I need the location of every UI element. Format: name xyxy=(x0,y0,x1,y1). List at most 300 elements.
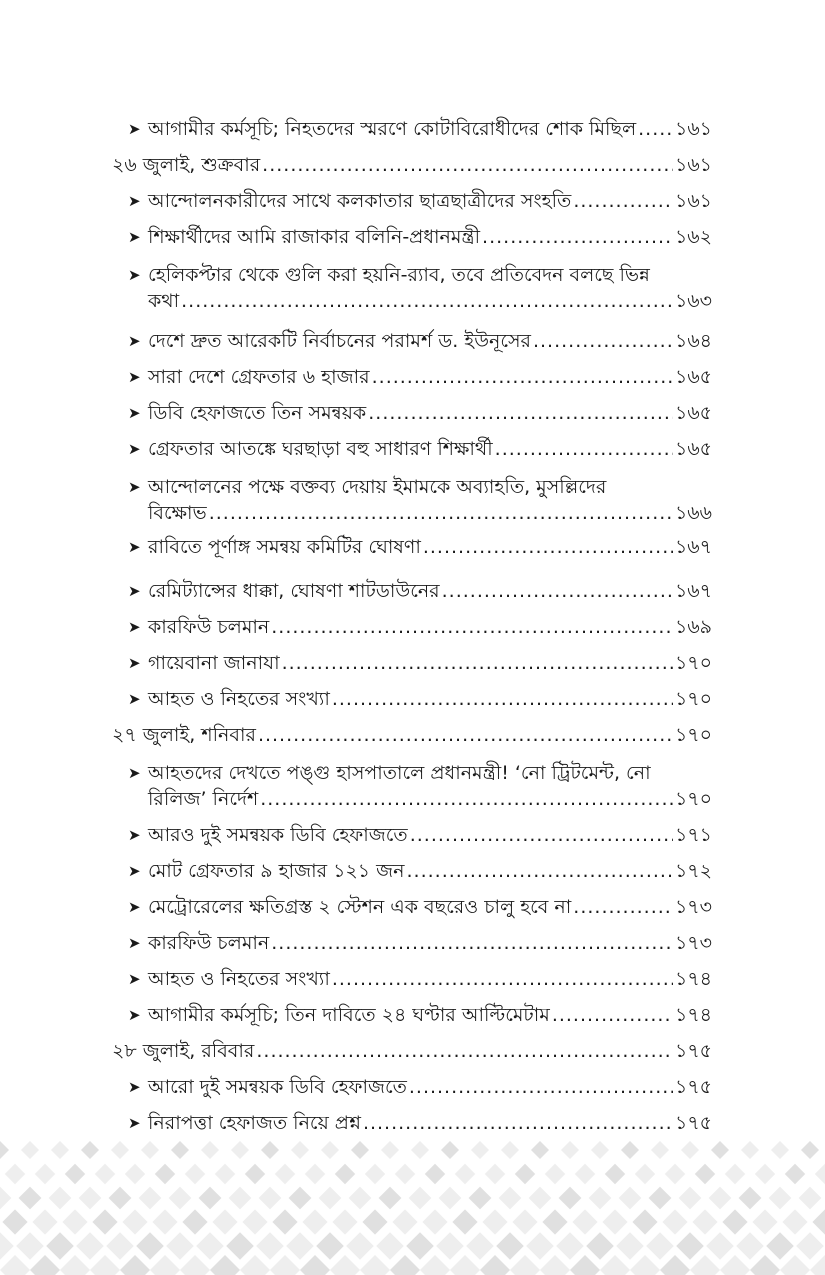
pattern-diamond xyxy=(649,1187,672,1210)
pattern-diamond xyxy=(210,1255,240,1275)
toc-page-number: ১৬২ xyxy=(674,226,712,248)
toc-entry-title: আগামীর কর্মসূচি; নিহতদের স্মরণে কোটাবিরোধীদের শোক মিছিল xyxy=(148,118,637,140)
pattern-diamond xyxy=(769,1187,792,1210)
toc-entry-title: মোট গ্রেফতার ৯ হাজার ১২১ জন xyxy=(148,860,405,882)
pattern-diamond xyxy=(662,1209,687,1234)
pattern-diamond xyxy=(390,1255,420,1275)
pattern-diamond xyxy=(515,1164,535,1184)
pattern-diamond xyxy=(305,1164,325,1184)
pattern-diamond xyxy=(0,1187,11,1210)
pattern-diamond xyxy=(2,1209,27,1234)
pattern-diamond xyxy=(812,1209,825,1234)
pattern-diamond xyxy=(605,1164,625,1184)
pattern-diamond xyxy=(720,1255,750,1275)
toc-entry[interactable] xyxy=(128,400,712,426)
pattern-diamond xyxy=(512,1209,537,1234)
dot-leader xyxy=(638,116,673,142)
toc-page-number: ১৬৪ xyxy=(674,330,712,352)
pattern-diamond xyxy=(441,1141,459,1159)
toc-page-number: ১৬৩ xyxy=(674,290,712,312)
pattern-diamond xyxy=(780,1255,810,1275)
toc-entry[interactable] xyxy=(128,966,712,992)
toc-page-number: ১৬৭ xyxy=(674,536,712,558)
pattern-diamond xyxy=(646,1232,674,1260)
pattern-diamond xyxy=(360,1255,390,1275)
pattern-diamond xyxy=(406,1232,434,1260)
pattern-diamond xyxy=(591,1141,609,1159)
pattern-diamond xyxy=(21,1141,39,1159)
pattern-diamond xyxy=(619,1187,642,1210)
arrow-bullet-icon: ➤ xyxy=(128,862,141,880)
toc-page-number: ১৬৫ xyxy=(674,438,712,460)
dot-leader xyxy=(332,686,673,712)
toc-day-heading[interactable] xyxy=(112,1038,712,1064)
pattern-diamond xyxy=(302,1209,327,1234)
toc-entry-title: সারা দেশে গ্রেফতার ৬ হাজার xyxy=(148,366,370,388)
arrow-bullet-icon: ➤ xyxy=(128,266,141,284)
pattern-diamond xyxy=(381,1141,399,1159)
pattern-diamond xyxy=(496,1232,524,1260)
toc-entry-title: আন্দোলনের পক্ষে বক্তব্য দেয়ায় ইমামকে অব্যাহতি, মুসল্লিদের xyxy=(148,476,607,498)
pattern-diamond xyxy=(810,1255,825,1275)
pattern-diamond xyxy=(725,1164,745,1184)
pattern-diamond xyxy=(621,1141,639,1159)
toc-page-number: ১৭৪ xyxy=(674,1004,712,1026)
pattern-diamond xyxy=(319,1187,342,1210)
toc-entry[interactable] xyxy=(128,534,712,560)
arrow-bullet-icon: ➤ xyxy=(128,1114,141,1132)
pattern-diamond xyxy=(540,1255,570,1275)
toc-day-heading[interactable] xyxy=(112,722,712,748)
pattern-diamond xyxy=(286,1232,314,1260)
pattern-diamond xyxy=(111,1141,129,1159)
toc-entry[interactable] xyxy=(128,858,712,884)
pattern-diamond xyxy=(351,1141,369,1159)
pattern-diamond xyxy=(602,1209,627,1234)
toc-page-number: ১৭৫ xyxy=(674,1076,712,1098)
toc-entry-title: আহতদের দেখতে পঙ্গু হাসপাতালে প্রধানমন্ত্রী! ‘নো ট্রিটমেন্ট, নো xyxy=(148,762,651,784)
pattern-diamond xyxy=(261,1141,279,1159)
pattern-diamond xyxy=(76,1232,104,1260)
pattern-diamond xyxy=(395,1164,415,1184)
pattern-diamond xyxy=(196,1232,224,1260)
dot-leader xyxy=(181,288,673,314)
pattern-diamond xyxy=(501,1141,519,1159)
pattern-diamond xyxy=(242,1209,267,1234)
pattern-diamond xyxy=(600,1255,630,1275)
pattern-diamond xyxy=(529,1187,552,1210)
pattern-diamond xyxy=(90,1255,120,1275)
pattern-diamond xyxy=(480,1255,510,1275)
toc-page-number: ১৬৫ xyxy=(674,366,712,388)
pattern-diamond xyxy=(752,1209,777,1234)
toc-entry[interactable] xyxy=(128,474,712,526)
pattern-diamond xyxy=(79,1187,102,1210)
pattern-diamond xyxy=(136,1232,164,1260)
toc-page-number: ১৬৫ xyxy=(674,402,712,424)
toc-entry-title: আরও দুই সমন্বয়ক ডিবি হেফাজতে xyxy=(148,824,408,846)
toc-entry-title: ২৬ জুলাই, শুক্রবার xyxy=(112,154,261,176)
arrow-bullet-icon: ➤ xyxy=(128,898,141,916)
pattern-diamond xyxy=(422,1209,447,1234)
pattern-diamond xyxy=(19,1187,42,1210)
toc-entry-line xyxy=(128,500,712,526)
arrow-bullet-icon: ➤ xyxy=(128,478,141,496)
arrow-bullet-icon: ➤ xyxy=(128,582,141,600)
toc-page-number: ১৭০ xyxy=(674,688,712,710)
toc-day-heading[interactable] xyxy=(112,152,712,178)
toc-entry[interactable] xyxy=(128,328,712,354)
toc-entry-title-continued: রিলিজ’ নির্দেশ xyxy=(148,788,259,810)
toc-entry-title: রাবিতে পূর্ণাঙ্গ সমন্বয় কমিটির ঘোষণা xyxy=(148,536,421,558)
pattern-diamond xyxy=(245,1164,265,1184)
pattern-diamond xyxy=(32,1209,57,1234)
toc-page-number: ১৭১ xyxy=(674,824,712,846)
pattern-diamond xyxy=(95,1164,115,1184)
pattern-diamond xyxy=(46,1232,74,1260)
pattern-diamond xyxy=(171,1141,189,1159)
pattern-diamond xyxy=(106,1232,134,1260)
pattern-diamond xyxy=(589,1187,612,1210)
pattern-diamond xyxy=(750,1255,780,1275)
pattern-diamond xyxy=(81,1141,99,1159)
pattern-diamond xyxy=(676,1232,704,1260)
toc-page-number: ১৬৬ xyxy=(674,502,712,524)
pattern-diamond xyxy=(321,1141,339,1159)
arrow-bullet-icon: ➤ xyxy=(128,404,141,422)
pattern-diamond xyxy=(335,1164,355,1184)
pattern-diamond xyxy=(709,1187,732,1210)
toc-page-number: ১৭৫ xyxy=(674,1112,712,1134)
arrow-bullet-icon: ➤ xyxy=(128,654,141,672)
toc-entry-title: গায়েবানা জানাযা xyxy=(148,652,280,674)
dot-leader xyxy=(368,400,673,426)
pattern-diamond xyxy=(706,1232,734,1260)
pattern-diamond xyxy=(632,1209,657,1234)
pattern-diamond xyxy=(62,1209,87,1234)
pattern-diamond xyxy=(185,1164,205,1184)
pattern-diamond xyxy=(212,1209,237,1234)
pattern-diamond xyxy=(109,1187,132,1210)
pattern-diamond xyxy=(365,1164,385,1184)
toc-page-number: ১৭০ xyxy=(674,724,712,746)
pattern-diamond xyxy=(469,1187,492,1210)
pattern-diamond xyxy=(182,1209,207,1234)
dot-leader xyxy=(262,152,673,178)
arrow-bullet-icon: ➤ xyxy=(128,764,141,782)
pattern-diamond xyxy=(785,1164,805,1184)
pattern-diamond xyxy=(330,1255,360,1275)
dot-leader xyxy=(271,930,673,956)
pattern-diamond xyxy=(259,1187,282,1210)
pattern-diamond xyxy=(49,1187,72,1210)
toc-entry[interactable] xyxy=(128,930,712,956)
dot-leader xyxy=(372,364,673,390)
pattern-diamond xyxy=(545,1164,565,1184)
toc-entry[interactable] xyxy=(128,686,712,712)
pattern-diamond xyxy=(782,1209,807,1234)
pattern-diamond xyxy=(0,1232,14,1260)
pattern-diamond xyxy=(51,1141,69,1159)
dot-leader xyxy=(423,534,673,560)
arrow-bullet-icon: ➤ xyxy=(128,538,141,556)
dot-leader xyxy=(282,650,673,676)
pattern-diamond xyxy=(346,1232,374,1260)
pattern-diamond xyxy=(660,1255,690,1275)
pattern-diamond xyxy=(616,1232,644,1260)
toc-page-number: ১৭০ xyxy=(674,788,712,810)
dot-leader xyxy=(258,722,673,748)
toc-entry-title-continued: কথা xyxy=(148,290,180,312)
toc-entry-title: আগামীর কর্মসূচি; তিন দাবিতে ২৪ ঘণ্টার আল্টিমেটাম xyxy=(148,1004,550,1026)
pattern-diamond xyxy=(690,1255,720,1275)
pattern-diamond xyxy=(120,1255,150,1275)
pattern-diamond xyxy=(722,1209,747,1234)
pattern-diamond xyxy=(635,1164,655,1184)
pattern-diamond xyxy=(570,1255,600,1275)
toc-entry[interactable] xyxy=(128,116,712,142)
pattern-diamond xyxy=(392,1209,417,1234)
dot-leader xyxy=(256,1038,673,1064)
toc-page-number: ১৬৯ xyxy=(674,616,712,638)
toc-entry-title: আহত ও নিহতের সংখ্যা xyxy=(148,688,330,710)
pattern-diamond xyxy=(796,1232,824,1260)
toc-page-number: ১৭৩ xyxy=(674,896,712,918)
dot-leader xyxy=(410,822,673,848)
toc-entry-title: কারফিউ চলমান xyxy=(148,932,270,954)
pattern-diamond xyxy=(275,1164,295,1184)
toc-entry-title: আন্দোলনকারীদের সাথে কলকাতার ছাত্রছাত্রীদের সংহতি xyxy=(148,190,572,212)
toc-entry-line xyxy=(128,760,712,786)
pattern-diamond xyxy=(30,1255,60,1275)
toc-entry[interactable] xyxy=(128,822,712,848)
toc-entry-title: আহত ও নিহতের সংখ্যা xyxy=(148,968,330,990)
pattern-diamond xyxy=(65,1164,85,1184)
pattern-diamond xyxy=(436,1232,464,1260)
arrow-bullet-icon: ➤ xyxy=(128,970,141,988)
toc-entry[interactable] xyxy=(128,894,712,920)
pattern-diamond xyxy=(439,1187,462,1210)
dot-leader xyxy=(271,614,673,640)
dot-leader xyxy=(533,328,673,354)
pattern-diamond xyxy=(531,1141,549,1159)
toc-entry[interactable] xyxy=(128,224,712,250)
toc-entry-line xyxy=(128,474,712,500)
pattern-diamond xyxy=(739,1187,762,1210)
pattern-diamond xyxy=(122,1209,147,1234)
pattern-diamond xyxy=(270,1255,300,1275)
pattern-diamond xyxy=(215,1164,235,1184)
pattern-diamond xyxy=(229,1187,252,1210)
toc-entry-title: হেলিকপ্টার থেকে গুলি করা হয়নি-র‍্যাব, তবে প্রতিবেদন বলছে ভিন্ন xyxy=(148,264,650,286)
pattern-diamond xyxy=(92,1209,117,1234)
pattern-diamond xyxy=(376,1232,404,1260)
toc-entry-title: ২৮ জুলাই, রবিবার xyxy=(112,1040,255,1062)
toc-entry[interactable] xyxy=(128,1074,712,1100)
pattern-diamond xyxy=(5,1164,25,1184)
dot-leader xyxy=(573,894,673,920)
pattern-diamond xyxy=(485,1164,505,1184)
arrow-bullet-icon: ➤ xyxy=(128,934,141,952)
pattern-diamond xyxy=(362,1209,387,1234)
toc-entry[interactable] xyxy=(128,436,712,462)
toc-entry-title: ডিবি হেফাজতে তিন সমন্বয়ক xyxy=(148,402,367,424)
arrow-bullet-icon: ➤ xyxy=(128,826,141,844)
pattern-diamond xyxy=(150,1255,180,1275)
toc-page-number: ১৭৩ xyxy=(674,932,712,954)
pattern-diamond xyxy=(561,1141,579,1159)
dot-leader xyxy=(573,188,673,214)
arrow-bullet-icon: ➤ xyxy=(128,690,141,708)
dot-leader xyxy=(209,500,673,526)
dot-leader xyxy=(407,858,673,884)
pattern-diamond xyxy=(0,1141,9,1159)
pattern-diamond xyxy=(575,1164,595,1184)
toc-entry[interactable] xyxy=(128,262,712,314)
pattern-diamond xyxy=(556,1232,584,1260)
pattern-diamond xyxy=(35,1164,55,1184)
pattern-diamond xyxy=(499,1187,522,1210)
toc-entry[interactable] xyxy=(128,760,712,812)
toc-entry-line xyxy=(128,786,712,812)
toc-entry-title: নিরাপত্তা হেফাজত নিয়ে প্রশ্ন xyxy=(148,1112,361,1134)
pattern-diamond xyxy=(471,1141,489,1159)
toc-entry[interactable] xyxy=(128,650,712,676)
toc-entry-title: রেমিট্যান্সের ধাক্কা, ঘোষণা শাটডাউনের xyxy=(148,580,440,602)
toc-page-number: ১৬১ xyxy=(674,118,712,140)
pattern-diamond xyxy=(815,1164,825,1184)
pattern-diamond xyxy=(455,1164,475,1184)
pattern-diamond xyxy=(316,1232,344,1260)
pattern-diamond xyxy=(741,1141,759,1159)
pattern-diamond xyxy=(679,1187,702,1210)
toc-entry-title: দেশে দ্রুত আরেকটি নির্বাচনের পরামর্শ ড. ইউনূসের xyxy=(148,330,531,352)
pattern-diamond xyxy=(771,1141,789,1159)
pattern-diamond xyxy=(201,1141,219,1159)
pattern-diamond xyxy=(766,1232,794,1260)
pattern-diamond xyxy=(180,1255,210,1275)
pattern-diamond xyxy=(379,1187,402,1210)
pattern-diamond xyxy=(420,1255,450,1275)
toc-entry[interactable] xyxy=(128,1110,712,1136)
pattern-diamond xyxy=(542,1209,567,1234)
dot-leader xyxy=(495,436,673,462)
pattern-diamond xyxy=(681,1141,699,1159)
pattern-diamond xyxy=(0,1255,30,1275)
toc-entry[interactable] xyxy=(128,1002,712,1028)
pattern-diamond xyxy=(755,1164,775,1184)
pattern-diamond xyxy=(411,1141,429,1159)
pattern-diamond xyxy=(199,1187,222,1210)
pattern-diamond xyxy=(736,1232,764,1260)
dot-leader xyxy=(363,1110,673,1136)
pattern-diamond xyxy=(139,1187,162,1210)
pattern-diamond xyxy=(801,1141,819,1159)
toc-entry-title: শিক্ষার্থীদের আমি রাজাকার বলিনি-প্রধানমন্ত্রী xyxy=(148,226,481,248)
pattern-diamond xyxy=(60,1255,90,1275)
dot-leader xyxy=(552,1002,673,1028)
toc-page-number: ১৬১ xyxy=(674,154,712,176)
pattern-diamond xyxy=(482,1209,507,1234)
toc-page-number: ১৭৪ xyxy=(674,968,712,990)
toc-page-number: ১৭০ xyxy=(674,652,712,674)
dot-leader xyxy=(260,786,673,812)
pattern-diamond xyxy=(226,1232,254,1260)
pattern-diamond xyxy=(630,1255,660,1275)
pattern-diamond xyxy=(692,1209,717,1234)
pattern-diamond xyxy=(651,1141,669,1159)
pattern-diamond xyxy=(572,1209,597,1234)
toc-entry[interactable] xyxy=(128,188,712,214)
decorative-footer-pattern xyxy=(0,1140,825,1275)
toc-entry-title: মেট্রোরেলের ক্ষতিগ্রস্ত ২ স্টেশন এক বছরেও চালু হবে না xyxy=(148,896,572,918)
pattern-diamond xyxy=(272,1209,297,1234)
pattern-diamond xyxy=(466,1232,494,1260)
pattern-diamond xyxy=(125,1164,145,1184)
pattern-diamond xyxy=(166,1232,194,1260)
arrow-bullet-icon: ➤ xyxy=(128,228,141,246)
arrow-bullet-icon: ➤ xyxy=(128,618,141,636)
arrow-bullet-icon: ➤ xyxy=(128,332,141,350)
dot-leader xyxy=(409,1074,673,1100)
toc-page-number: ১৬১ xyxy=(674,190,712,212)
pattern-diamond xyxy=(452,1209,477,1234)
toc-page-number: ১৭২ xyxy=(674,860,712,882)
pattern-diamond xyxy=(289,1187,312,1210)
pattern-diamond xyxy=(450,1255,480,1275)
pattern-diamond xyxy=(291,1141,309,1159)
toc-entry-title: আরো দুই সমন্বয়ক ডিবি হেফাজতে xyxy=(148,1076,407,1098)
toc-page-number: ১৬৭ xyxy=(674,580,712,602)
toc-entry-title: কারফিউ চলমান xyxy=(148,616,270,638)
pattern-diamond xyxy=(409,1187,432,1210)
pattern-diamond xyxy=(300,1255,330,1275)
toc-entry-line xyxy=(128,288,712,314)
arrow-bullet-icon: ➤ xyxy=(128,1006,141,1024)
pattern-diamond xyxy=(665,1164,685,1184)
pattern-diamond xyxy=(349,1187,372,1210)
pattern-diamond xyxy=(711,1141,729,1159)
toc-entry-title: ২৭ জুলাই, শনিবার xyxy=(112,724,256,746)
pattern-diamond xyxy=(510,1255,540,1275)
pattern-diamond xyxy=(526,1232,554,1260)
toc-entry-line xyxy=(128,262,712,288)
toc-entry[interactable] xyxy=(128,364,712,390)
pattern-diamond xyxy=(16,1232,44,1260)
pattern-diamond xyxy=(332,1209,357,1234)
pattern-diamond xyxy=(425,1164,445,1184)
arrow-bullet-icon: ➤ xyxy=(128,120,141,138)
arrow-bullet-icon: ➤ xyxy=(128,192,141,210)
arrow-bullet-icon: ➤ xyxy=(128,1078,141,1096)
pattern-diamond xyxy=(231,1141,249,1159)
toc-entry[interactable] xyxy=(128,578,712,604)
pattern-diamond xyxy=(586,1232,614,1260)
dot-leader xyxy=(332,966,673,992)
pattern-diamond xyxy=(169,1187,192,1210)
dot-leader xyxy=(442,578,673,604)
pattern-diamond xyxy=(256,1232,284,1260)
pattern-diamond xyxy=(152,1209,177,1234)
toc-entry[interactable] xyxy=(128,614,712,640)
pattern-diamond xyxy=(155,1164,175,1184)
pattern-diamond xyxy=(240,1255,270,1275)
arrow-bullet-icon: ➤ xyxy=(128,440,141,458)
pattern-diamond xyxy=(799,1187,822,1210)
pattern-diamond xyxy=(695,1164,715,1184)
pattern-diamond xyxy=(141,1141,159,1159)
arrow-bullet-icon: ➤ xyxy=(128,368,141,386)
